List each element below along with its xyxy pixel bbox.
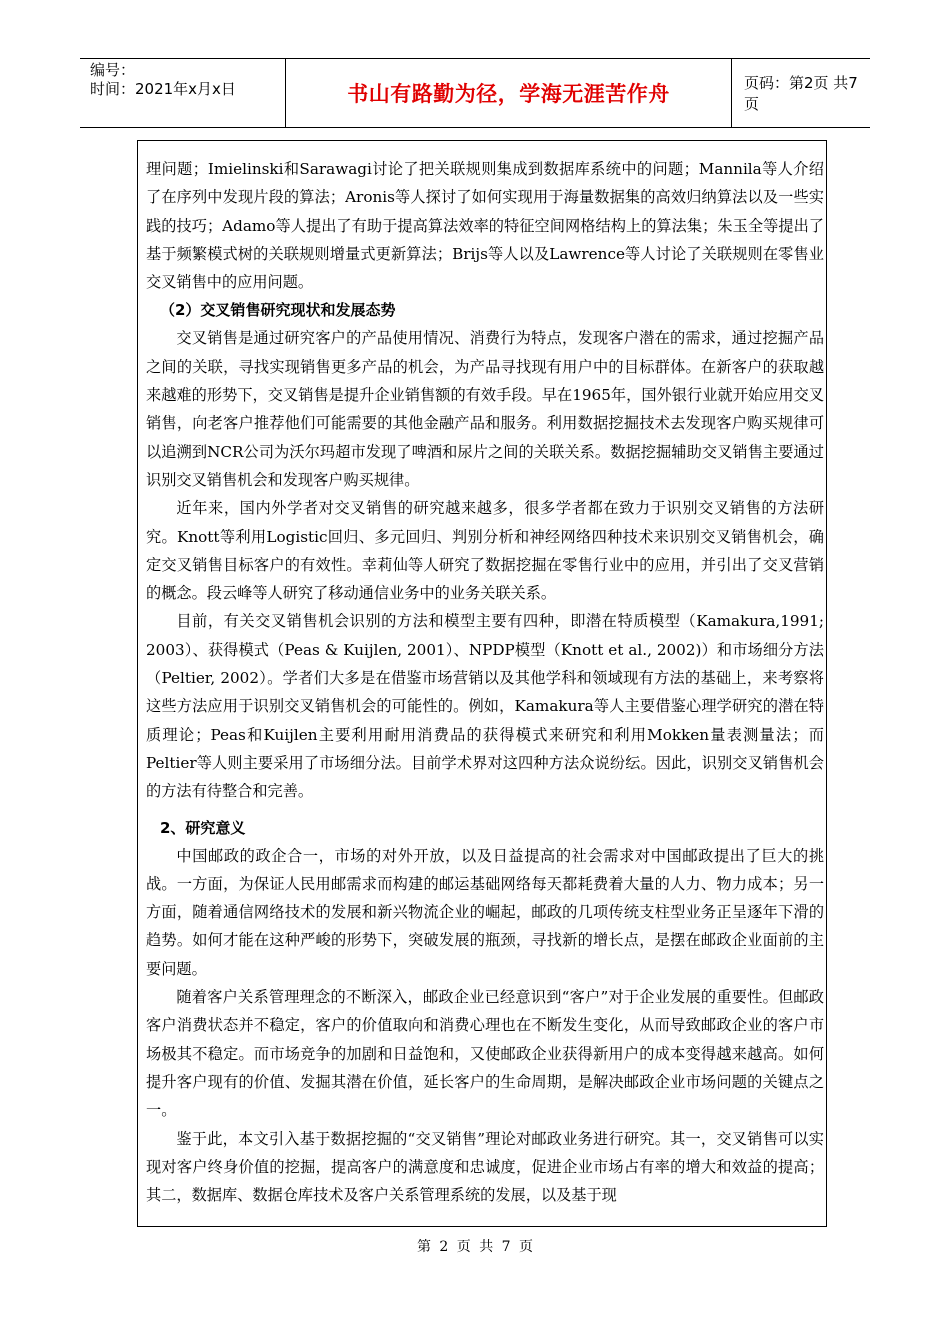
motto-text: 书山有路勤为径，学海无涯苦作舟 [347, 82, 670, 106]
content-frame [137, 140, 827, 1227]
paragraph: 交叉销售是通过研究客户的产品使用情况、消费行为特点，发现客户潜在的需求，通过挖掘产品之间的关联，寻找实现销售更多产品的机会，为产品寻找现有用户中的目标群体。在新客户的获取越来越难的形势下，交叉销售是提升企业销售额的有效手段。早在1965年，国外银行业就开始应用交叉销售，向老客户推荐他们可能需要的其他金融产品和服务。利用数据挖掘技术去发现客户购买规律可以追溯到NCR公司为沃尔玛超市发现了啤酒和尿片之间的关联关系。数据挖掘辅助交叉销售主要通过识别交叉销售机会和发现客户购买规律。 [146, 329, 824, 489]
page-info-text: 页码：第2页 共7页 [744, 74, 858, 113]
paragraph: 近年来，国内外学者对交叉销售的研究越来越多，很多学者都在致力于识别交叉销售的方法研究。Knott等利用Logistic回归、多元回归、判别分析和神经网络四种技术来识别交叉销售机会，确定交叉销售目标客户的有效性。幸莉仙等人研究了数据挖掘在零售行业中的应用，并引出了交叉营销的概念。段云峰等人研究了移动通信业务中的业务关联关系。 [146, 499, 824, 603]
paragraph: 中国邮政的政企合一，市场的对外开放，以及日益提高的社会需求对中国邮政提出了巨大的挑战。一方面，为保证人民用邮需求而构建的邮运基础网络每天都耗费着大量的人力、物力成本；另一方面，随着通信网络技术的发展和新兴物流企业的崛起，邮政的几项传统支柱型业务正呈逐年下滑的趋势。如何才能在这种严峻的形势下，突破发展的瓶颈，寻找新的增长点，是摆在邮政企业面前的主要问题。 [146, 846, 824, 978]
header-page-info [732, 59, 870, 127]
paragraph: 随着客户关系管理理念的不断深入，邮政企业已经意识到“客户”对于企业发展的重要性。但邮政客户消费状态并不稳定，客户的价值取向和消费心理也在不断发生变化，从而导致邮政企业的客户市场极其不稳定。而市场竞争的加剧和日益饱和，又使邮政企业获得新用户的成本变得越来越高。如何提升客户现有的价值、发掘其潜在价值，延长客户的生命周期，是解决邮政企业市场问题的关键点之一。 [146, 988, 824, 1120]
document-body [146, 155, 824, 1209]
header-meta [80, 59, 285, 127]
subsection-heading: （2）交叉销售研究现状和发展态势 [160, 301, 396, 320]
paragraph-intro: 理问题；Imielinski和Sarawagi讨论了把关联规则集成到数据库系统中的问题；Mannila等人介绍了在序列中发现片段的算法；Aronis等人探讨了如何实现用于海量数据集的高效归纳算法以及一些实践的技巧；Adamo等人提出了有助于提高算法效率的特征空间网格结构上的算法集；朱玉全等提出了基于频繁模式树的关联规则增量式更新算法；Brijs等人以及Lawrence等人讨论了关联规则在零售业交叉销售中的应用问题。 [146, 160, 824, 292]
section-heading: 2、研究意义 [160, 818, 246, 837]
time-label: 时间：2021年x月x日 [90, 80, 236, 98]
header-motto-cell [285, 59, 732, 127]
page-header [80, 58, 870, 128]
paragraph: 目前，有关交叉销售机会识别的方法和模型主要有四种，即潜在特质模型（Kamakura,1991; 2003）、获得模式（Peas & Kuijlen, 2001）、NPDP模型（Knott et al., 2002)）和市场细分方法（Peltier, 2002）。学者们大多是在借鉴市场营销以及其他学科和领域现有方法的基础上，来考察将这些方法应用于识别交叉销售机会的可能性的。例如，Kamakura等人主要借鉴心理学研究的潜在特质理论；Peas和Kuijlen主要利用耐用消费品的获得模式来研究和利用Mokken量表测量法；而Peltier等人则主要采用了市场细分法。目前学术界对这四种方法众说纷纭。因此，识别交叉销售机会的方法有待整合和完善。 [146, 612, 824, 801]
paragraph: 鉴于此，本文引入基于数据挖掘的“交叉销售”理论对邮政业务进行研究。其一，交叉销售可以实现对客户终身价值的挖掘，提高客户的满意度和忠诚度，促进企业市场占有率的增大和效益的提高；其二，数据库、数据仓库技术及客户关系管理系统的发展，以及基于现 [146, 1129, 824, 1205]
number-label: 编号： [90, 61, 136, 79]
page-footer: 第 2 页 共 7 页 [416, 1239, 534, 1255]
